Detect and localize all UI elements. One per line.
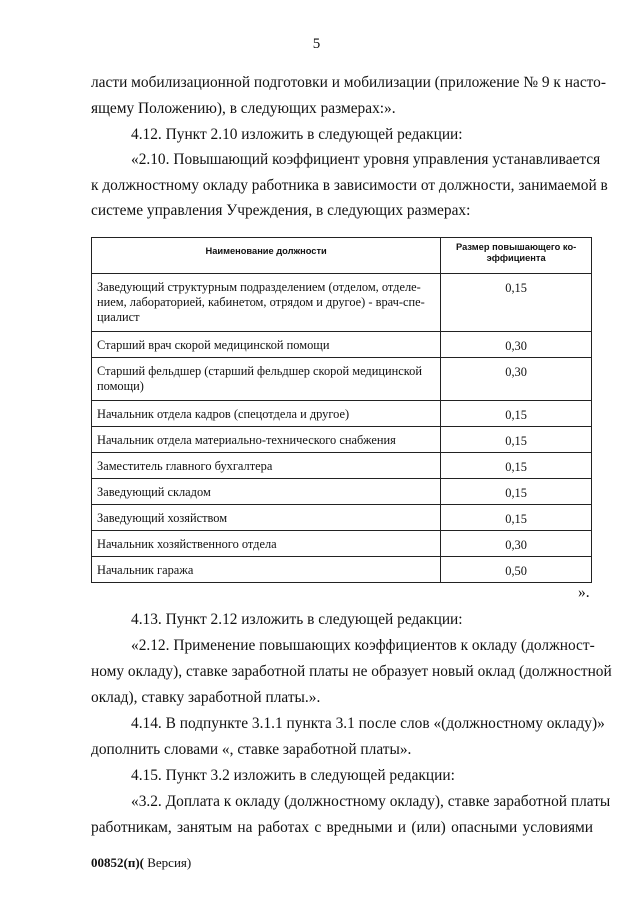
table-header-row [92,238,592,274]
table-row [92,401,592,427]
positions-table [91,237,592,583]
coefficient-value: 0,15 [441,505,592,531]
text-line: ящему Положению), в следующих размерах:». [91,100,396,117]
table-row [92,505,592,531]
text-line: 4.14. В подпункте 3.1.1 пункта 3.1 после слов «(должностному окладу)» [131,715,605,732]
table-row [92,453,592,479]
footer-code: 00852(п)( [91,855,144,870]
position-name: Заведующий структурным подразделением (отделом, отделе- нием, лабораторией, кабинетом, отрядом и другое) - врач-спе- циалист [92,274,441,332]
text-line: 4.15. Пункт 3.2 изложить в следующей редакции: [131,767,455,784]
table-row [92,531,592,557]
position-name: Заведующий хозяйством [92,505,441,531]
coefficient-value: 0,50 [441,557,592,583]
text-line: дополнить словами «, ставке заработной платы». [91,741,412,758]
position-name: Начальник хозяйственного отдела [92,531,441,557]
text-line: «3.2. Доплата к окладу (должностному окладу), ставке заработной платы [131,793,611,810]
text-line: оклад), ставку заработной платы.». [91,689,321,706]
text-line: «2.10. Повышающий коэффициент уровня управления устанавливается [131,151,601,168]
document-footer [91,855,191,871]
table-row [92,274,592,332]
coefficient-value: 0,30 [441,332,592,358]
page-number: 5 [312,36,321,52]
table-row [92,358,592,401]
text-line: 4.13. Пункт 2.12 изложить в следующей редакции: [131,611,463,628]
position-name: Начальник гаража [92,557,441,583]
text-line: 4.12. Пункт 2.10 изложить в следующей редакции: [131,126,463,143]
coefficient-value: 0,15 [441,479,592,505]
table-row [92,427,592,453]
position-name: Начальник отдела кадров (спецотдела и другое) [92,401,441,427]
header-position-name: Наименование должности [92,238,441,274]
text-line: к должностному окладу работника в зависимости от должности, занимаемой в [91,177,608,194]
header-coefficient: Размер повышающего ко- эффициента [441,238,592,274]
table-row [92,479,592,505]
coefficient-value: 0,30 [441,531,592,557]
coefficient-value: 0,15 [441,401,592,427]
coefficient-value: 0,15 [441,274,592,332]
coefficient-value: 0,15 [441,453,592,479]
position-name: Заведующий складом [92,479,441,505]
text-line: системе управления Учреждения, в следующих размерах: [91,202,471,219]
text-line: ласти мобилизационной подготовки и мобилизации (приложение № 9 к насто- [91,74,606,91]
footer-version: Версия) [143,855,192,870]
closing-quote: ». [578,584,590,601]
position-name: Заместитель главного бухгалтера [92,453,441,479]
text-line: ному окладу), ставке заработной платы не образует новый оклад (должностной [91,663,612,680]
table-row [92,557,592,583]
position-name: Старший врач скорой медицинской помощи [92,332,441,358]
coefficient-value: 0,30 [441,358,592,401]
text-line: «2.12. Применение повышающих коэффициентов к окладу (должност- [131,637,595,654]
text-line: работникам, занятым на работах с вредными и (или) опасными условиями [91,819,593,836]
position-name: Старший фельдшер (старший фельдшер скорой медицинской помощи) [92,358,441,401]
coefficient-value: 0,15 [441,427,592,453]
table-row [92,332,592,358]
position-name: Начальник отдела материально-технического снабжения [92,427,441,453]
